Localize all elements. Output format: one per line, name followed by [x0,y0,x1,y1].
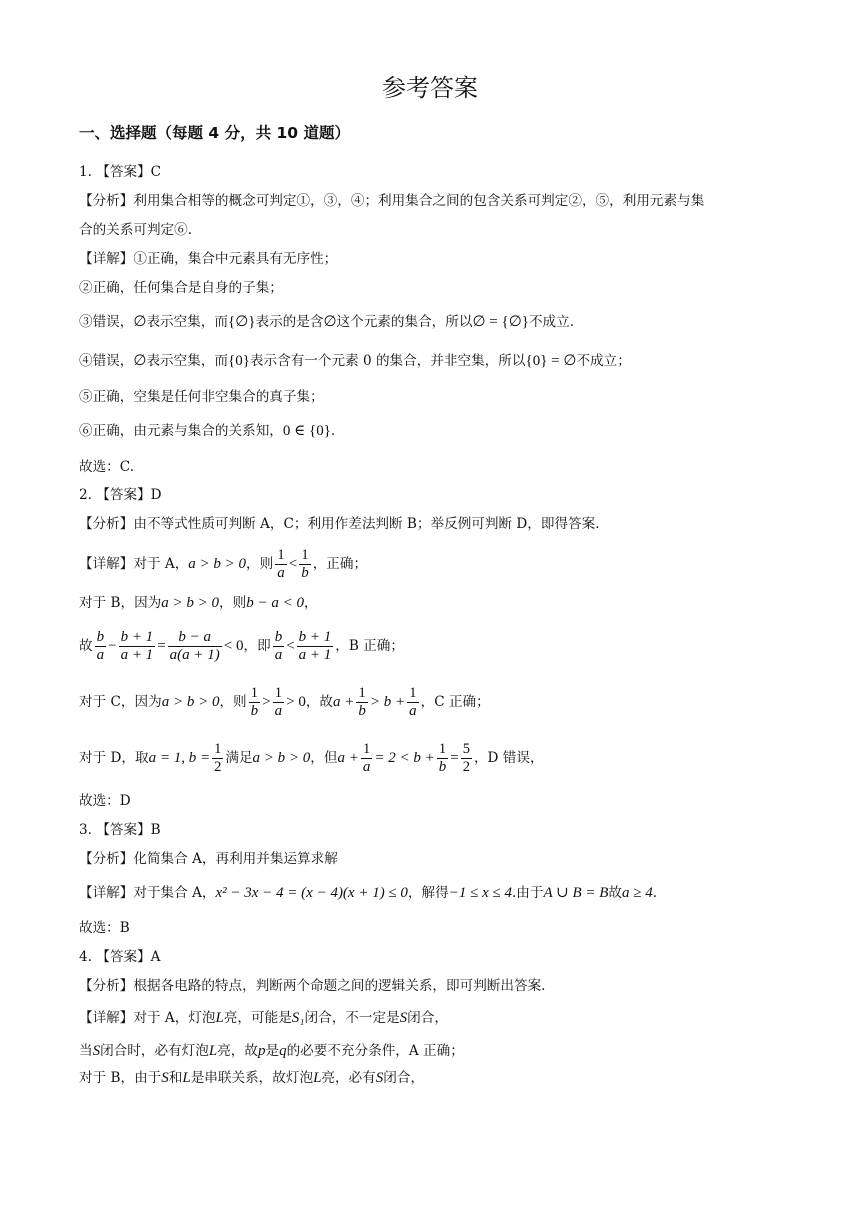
fraction: $\frac{1}{a}$ [409,685,417,719]
q1-detail-4: ④错误，∅表示空集，而{0}表示含有一个元素 0 的集合，并非空集，所以{0} = ∅不成立； [79,353,631,369]
math: {∅} [228,314,256,330]
q4-detail-1: 【详解】对于 A，灯泡L亮，可能是S₁闭合，不一定是S闭合， [79,1010,448,1026]
q4-detail-3: 对于 B，由于S和L是串联关系，故灯泡L亮，必有S闭合， [79,1070,425,1086]
fraction: $\frac{b + 1}{a + 1}$ [298,629,332,663]
q2-detail-b1: 对于 B，因为a > b > 0，则b − a < 0， [79,595,318,611]
page-title: 参考答案 [382,74,478,102]
q4-detail-2: 当S闭合时，必有灯泡L亮，故p是q的必要不充分条件，A 正确； [79,1043,464,1059]
fraction: $\frac{1}{2}$ [214,741,222,775]
fraction: $\frac{1}{a}$ [274,685,283,719]
q4-analysis: 【分析】根据各电路的特点，判断两个命题之间的逻辑关系，即可判断出答案. [79,978,546,994]
q1-answer: 1. 【答案】C [79,164,162,180]
fraction: $\frac{1}{a}$ [362,741,371,775]
math: ∅ [323,314,337,330]
q3-choice: 故选：B [79,920,130,936]
fraction: $\frac{1}{b}$ [301,547,309,581]
q1-choice: 故选：C. [79,459,135,475]
section-heading: 一、选择题（每题 4 分，共 10 道题） [79,124,350,142]
q1-analysis-line1: 【分析】利用集合相等的概念可判定①，③，④；利用集合之间的包含关系可判定②，⑤，利用元素与集 [79,193,705,209]
q2-detail-d: 对于 D，取a = 1, b = $\frac{1}{2}$ 满足a > b > 0，但a + $\frac{1}{a}$ = 2 < b + $\frac{1}{b}$ = $\frac{5}{2}$ ，D 错误， [79,741,544,775]
math: ∅ [133,353,147,369]
fraction: $\frac{1}{b}$ [358,685,366,719]
q2-detail-b2: 故 $\frac{b}{a}$ − $\frac{b + 1}{a + 1}$ = $\frac{b - a}{a(a + 1)}$ < 0，即 $\frac{b}{a}$ < $\frac{b + 1}{a + 1}$ ，B 正确； [79,629,404,663]
q1-detail-3: ③错误，∅表示空集，而{∅}表示的是含∅这个元素的集合，所以∅ = {∅}不成立. [79,314,575,330]
q3-answer: 3. 【答案】B [79,822,161,838]
fraction: $\frac{1}{b}$ [438,741,447,775]
q3-detail: 【详解】对于集合 A，x² − 3x − 4 = (x − 4)(x + 1) ≤ 0，解得−1 ≤ x ≤ 4.由于A ∪ B = B故a ≥ 4. [79,885,658,901]
q1-detail-6: ⑥正确，由元素与集合的关系知，0 ∈ {0}. [79,423,336,439]
q1-analysis-line2: 合的关系可判定⑥. [79,222,193,238]
q1-detail-2: ②正确，任何集合是自身的子集； [79,280,283,296]
q1-detail-1: 【详解】①正确，集合中元素具有无序性； [79,251,338,267]
fraction: $\frac{b - a}{a(a + 1)}$ [169,629,220,663]
q2-analysis: 【分析】由不等式性质可判断 A，C；利用作差法判断 B；举反例可判断 D，即得答案. [79,516,600,532]
q4-answer: 4. 【答案】A [79,949,161,965]
q2-detail-c: 对于 C，因为a > b > 0，则 $\frac{1}{b}$ > $\frac{1}{a}$ > 0，故a + $\frac{1}{b}$ > b + $\frac{1}{a}$ ，C 正确； [79,685,490,719]
fraction: $\frac{1}{b}$ [250,685,259,719]
fraction: $\frac{b + 1}{a + 1}$ [120,629,154,663]
fraction: $\frac{1}{a}$ [277,547,285,581]
math: ∅ [133,314,147,330]
q1-detail-5: ⑤正确，空集是任何非空集合的真子集； [79,389,324,405]
q2-choice: 故选：D [79,793,131,809]
math: ∅ = {∅} [472,314,529,330]
q3-analysis: 【分析】化简集合 A，再利用并集运算求解 [79,851,338,867]
math: {0} [228,353,250,369]
math: {0} = ∅ [525,353,577,369]
math: 0 ∈ {0} [282,423,331,439]
q2-detail-a: 【详解】对于 A，a > b > 0，则 $\frac{1}{a}$ < $\frac{1}{b}$ ，正确； [79,547,368,581]
fraction: $\frac{b}{a}$ [96,629,105,663]
fraction: $\frac{5}{2}$ [462,741,470,775]
q2-answer: 2. 【答案】D [79,487,162,503]
fraction: $\frac{b}{a}$ [274,629,283,663]
